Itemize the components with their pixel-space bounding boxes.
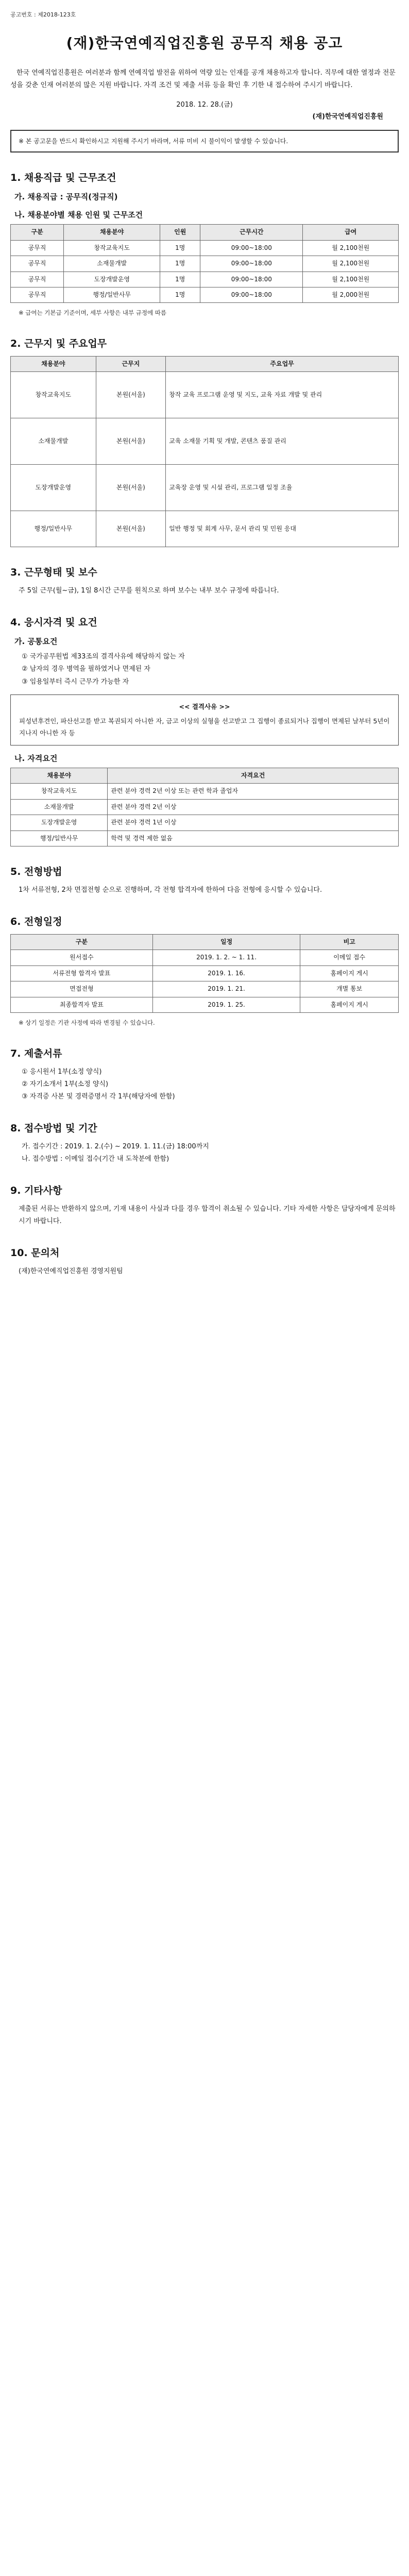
- table-cell: 소재물개발: [11, 799, 108, 815]
- col-header: 인원: [160, 225, 200, 240]
- duties-table: [10, 356, 399, 547]
- list-item: ① 응시원서 1부(소정 양식): [22, 1067, 102, 1076]
- list-item: ② 자기소개서 1부(소정 양식): [22, 1080, 109, 1088]
- table-row: [11, 950, 399, 965]
- col-header: 일정: [152, 935, 300, 950]
- table-cell: 소재물개발: [11, 418, 96, 465]
- col-header: 채용분야: [64, 225, 160, 240]
- notice-date: 2018. 12. 28.(금): [176, 101, 233, 109]
- table-cell: 창작 교육 프로그램 운영 및 지도, 교육 자료 개발 및 관리: [166, 372, 399, 418]
- table-cell: 1명: [160, 272, 200, 287]
- table-cell: 도장개발운영: [11, 815, 108, 831]
- table-row: [11, 981, 399, 997]
- section-2-title: 2. 근무지 및 주요업무: [10, 337, 107, 349]
- table-cell: 본원(서울): [96, 511, 166, 547]
- table-cell: 창작교육지도: [11, 372, 96, 418]
- table-row: [11, 272, 399, 287]
- recruitment-table: [10, 224, 399, 303]
- table-cell: 1명: [160, 240, 200, 256]
- table-cell: 09:00~18:00: [200, 240, 303, 256]
- table-cell: 관련 분야 경력 2년 이상: [108, 799, 399, 815]
- qualification-table: [10, 768, 399, 846]
- table-row: [11, 372, 399, 418]
- table-cell: 공무직: [11, 272, 64, 287]
- documents-list: [22, 1066, 399, 1103]
- col-header: 주요업무: [166, 356, 399, 371]
- col-header: 구분: [11, 225, 64, 240]
- table-cell: 교육 소재물 기획 및 개발, 콘텐츠 품질 관리: [166, 418, 399, 465]
- table-cell: 공무직: [11, 256, 64, 272]
- intro-paragraph: 한국 연예직업진흥원은 여러분과 함께 연예직업 발전을 위하여 역량 있는 인재를 공개 채용하고자 합니다. 직무에 대한 열정과 전문성을 갖춘 인재 여러분의 많은 지원 바랍니다. 자격 조건 및 제출 서류 등을 확인 후 기한 내 접수하여 주시기 바랍니다.: [10, 69, 396, 90]
- table-cell: 도장개발운영: [64, 272, 160, 287]
- list-item: ① 국가공무원법 제33조의 결격사유에 해당하지 않는 자: [22, 653, 185, 661]
- section-1-sub1: 가. 채용직급 : 공무직(정규직): [14, 192, 118, 202]
- issuing-organization: (재)한국연예직업진흥원: [312, 113, 383, 121]
- box-title: << 결격사유 >>: [179, 702, 230, 710]
- table-cell: 홈페이지 게시: [300, 965, 399, 981]
- section-10-text: (재)한국연예직업진흥원 경영지원팀: [19, 1267, 123, 1275]
- table-cell: 2019. 1. 21.: [152, 981, 300, 997]
- table-row: [11, 784, 399, 799]
- section-3-title: 3. 근무형태 및 보수: [10, 567, 97, 579]
- table-row: [11, 799, 399, 815]
- section-8-title: 8. 접수방법 및 기간: [10, 1122, 97, 1134]
- section-5-title: 5. 전형방법: [10, 866, 62, 878]
- section-4-sub1: 가. 공통요건: [14, 637, 58, 647]
- table-row: [11, 831, 399, 846]
- section-4-title: 4. 응시자격 및 요건: [10, 617, 97, 629]
- table-cell: 창작교육지도: [64, 240, 160, 256]
- table-cell: 최종합격자 발표: [11, 997, 153, 1012]
- table-cell: 본원(서울): [96, 465, 166, 511]
- table-cell: 서류전형 합격자 발표: [11, 965, 153, 981]
- table-cell: 2019. 1. 2. ~ 1. 11.: [152, 950, 300, 965]
- page-title: (재)한국연예직업진흥원 공무직 채용 공고: [66, 35, 343, 52]
- table-row: [11, 965, 399, 981]
- requirement-list: [22, 651, 399, 688]
- table-row: [11, 815, 399, 831]
- col-header: 자격요건: [108, 768, 399, 784]
- table-cell: 공무직: [11, 287, 64, 303]
- section-10-title: 10. 문의처: [10, 1247, 60, 1259]
- table-cell: 행정/일반사무: [11, 831, 108, 846]
- list-item: ③ 자격증 사본 및 경력증명서 각 1부(해당자에 한함): [22, 1092, 175, 1100]
- schedule-table: [10, 934, 399, 1013]
- section-6-note: ※ 상기 일정은 기관 사정에 따라 변경될 수 있습니다.: [19, 1019, 155, 1027]
- section-5-text: 1차 서류전형, 2차 면접전형 순으로 진행하며, 각 전형 합격자에 한하여 다음 전형에 응시할 수 있습니다.: [19, 886, 322, 894]
- table-row: [11, 287, 399, 303]
- col-header: 구분: [11, 935, 153, 950]
- col-header: 비고: [300, 935, 399, 950]
- table-cell: 09:00~18:00: [200, 287, 303, 303]
- table-cell: 09:00~18:00: [200, 256, 303, 272]
- table-cell: 2019. 1. 16.: [152, 965, 300, 981]
- table-cell: 1명: [160, 256, 200, 272]
- table-cell: 도장개발운영: [11, 465, 96, 511]
- table-cell: 일반 행정 및 회계 사무, 문서 관리 및 민원 응대: [166, 511, 399, 547]
- section-9-text: 제출된 서류는 반환하지 않으며, 기재 내용이 사실과 다를 경우 합격이 취소될 수 있습니다. 기타 자세한 사항은 담당자에게 문의하시기 바랍니다.: [19, 1205, 396, 1225]
- table-cell: 관련 분야 경력 1년 이상: [108, 815, 399, 831]
- table-cell: 09:00~18:00: [200, 272, 303, 287]
- list-item: 가. 접수기간 : 2019. 1. 2.(수) ~ 2019. 1. 11.(금) 18:00까지: [22, 1142, 209, 1150]
- table-cell: 본원(서울): [96, 372, 166, 418]
- section-1-sub2: 나. 채용분야별 채용 인원 및 근무조건: [14, 210, 143, 220]
- table-cell: 원서접수: [11, 950, 153, 965]
- section-9-title: 9. 기타사항: [10, 1184, 62, 1196]
- notice-box: ※ 본 공고문을 반드시 확인하시고 지원해 주시기 바라며, 서류 미비 시 불이익이 발생할 수 있습니다.: [10, 130, 399, 152]
- table-cell: 월 2,100천원: [303, 272, 399, 287]
- table-cell: 소재물개발: [64, 256, 160, 272]
- section-6-title: 6. 전형일정: [10, 916, 62, 928]
- section-1-note: ※ 급여는 기본급 기준이며, 세부 사항은 내부 규정에 따름: [19, 309, 166, 317]
- table-cell: 2019. 1. 25.: [152, 997, 300, 1012]
- list-item: ③ 임용일부터 즉시 근무가 가능한 자: [22, 677, 129, 686]
- section-4-sub2: 나. 자격요건: [14, 754, 58, 764]
- col-header: 채용분야: [11, 768, 108, 784]
- table-cell: 월 2,100천원: [303, 240, 399, 256]
- disqualification-box: [10, 694, 399, 746]
- list-item: ② 남자의 경우 병역을 필하였거나 면제된 자: [22, 665, 150, 673]
- header-line: [10, 10, 399, 19]
- table-cell: 학력 및 경력 제한 없음: [108, 831, 399, 846]
- notice-number: 공고번호 : 제2018-123호: [10, 11, 76, 18]
- section-7-title: 7. 제출서류: [10, 1047, 62, 1059]
- section-1-title: 1. 채용직급 및 근무조건: [10, 172, 116, 184]
- table-row: [11, 240, 399, 256]
- table-cell: 관련 분야 경력 2년 이상 또는 관련 학과 졸업자: [108, 784, 399, 799]
- col-header: 급여: [303, 225, 399, 240]
- table-cell: 행정/일반사무: [64, 287, 160, 303]
- table-cell: 홈페이지 게시: [300, 997, 399, 1012]
- table-cell: 이메일 접수: [300, 950, 399, 965]
- col-header: 채용분야: [11, 356, 96, 371]
- table-cell: 교육장 운영 및 시설 관리, 프로그램 일정 조율: [166, 465, 399, 511]
- table-cell: 본원(서울): [96, 418, 166, 465]
- table-cell: 면접전형: [11, 981, 153, 997]
- application-list: [22, 1141, 399, 1165]
- box-text: 피성년후견인, 파산선고를 받고 복권되지 아니한 자, 금고 이상의 실형을 선고받고 그 집행이 종료되거나 집행이 면제된 날부터 5년이 지나지 아니한 자 등: [19, 717, 390, 737]
- table-cell: 개별 통보: [300, 981, 399, 997]
- section-3-text: 주 5일 근무(월~금), 1일 8시간 근무를 원칙으로 하며 보수는 내부 보수 규정에 따릅니다.: [19, 587, 279, 595]
- table-row: [11, 418, 399, 465]
- table-row: [11, 997, 399, 1012]
- table-cell: 공무직: [11, 240, 64, 256]
- table-cell: 월 2,000천원: [303, 287, 399, 303]
- table-cell: 1명: [160, 287, 200, 303]
- col-header: 근무지: [96, 356, 166, 371]
- table-row: [11, 511, 399, 547]
- table-cell: 월 2,100천원: [303, 256, 399, 272]
- col-header: 근무시간: [200, 225, 303, 240]
- list-item: 나. 접수방법 : 이메일 접수(기간 내 도착분에 한함): [22, 1155, 169, 1163]
- table-row: [11, 465, 399, 511]
- table-cell: 행정/일반사무: [11, 511, 96, 547]
- table-row: [11, 256, 399, 272]
- table-cell: 창작교육지도: [11, 784, 108, 799]
